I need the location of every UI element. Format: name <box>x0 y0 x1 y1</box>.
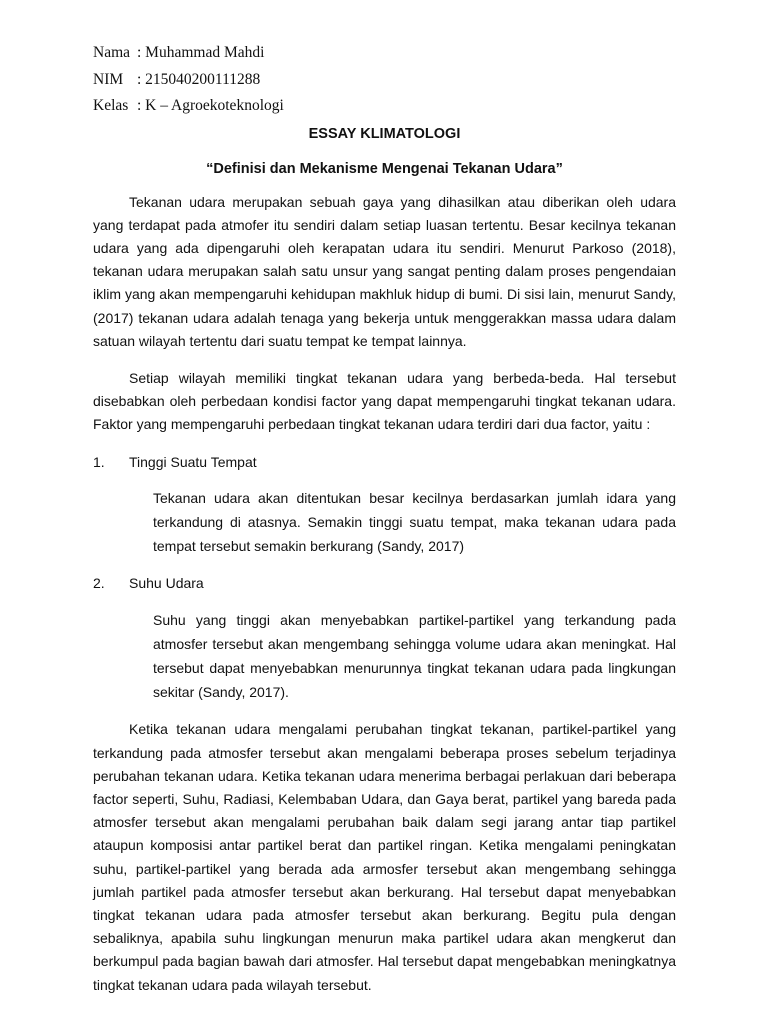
name-row <box>93 40 676 67</box>
list-item-heading-row <box>93 451 676 474</box>
name-label: Nama <box>93 44 131 61</box>
essay-subtitle: “Definisi dan Mekanisme Mengenai Tekanan Udara” <box>206 160 563 177</box>
list-item-number: 1. <box>93 453 105 470</box>
nim-row <box>93 67 676 94</box>
document-page <box>93 40 676 997</box>
paragraph-factors-intro: Setiap wilayah memiliki tingkat tekanan udara yang berbeda-beda. Hal tersebut disebabkan oleh perbedaan kondisi factor yang dapat mempengaruhi tingkat tekanan udara. Faktor yang mempengaruhi perbedaan tingkat tekanan udara terdiri dari dua factor, yaitu : <box>93 369 676 433</box>
list-item <box>93 451 676 559</box>
class-label: Kelas <box>93 97 129 114</box>
essay-body <box>93 191 676 997</box>
list-item-number: 2. <box>93 575 105 592</box>
list-item-text: Tekanan udara akan ditentukan besar kecilnya berdasarkan jumlah idara yang terkandung di atasnya. Semakin tinggi suatu tempat, maka tekanan udara pada tempat tersebut semakin berkurang (Sandy, 2017) <box>153 489 676 555</box>
student-info <box>93 40 676 120</box>
nim-label: NIM <box>93 70 124 88</box>
class-value: : K – Agroekoteknologi <box>137 97 284 114</box>
list-item-heading-row <box>93 572 676 595</box>
paragraph-mechanism: Ketika tekanan udara mengalami perubahan tingkat tekanan, partikel-partikel yang terkandung pada atmosfer tersebut akan mengalami beberapa proses sebelum terjadinya perubahan tekanan udara. Ketika tekanan udara menerima berbagai perlakuan dari beberapa factor seperti, Suhu, Radiasi, Kelembaban Udara, dan Gaya berat, partikel yang bareda pada atmosfer tersebut akan mengalami perubahan baik dalam segi jarang antar tiap partikel ataupun komposisi antar partikel berat dan partikel ringan. Ketika mengalami peningkatan suhu, partikel-partikel yang berada ada armosfer tersebut akan mengembang sehingga jumlah partikel pada atmosfer tersebut akan berkurang. Hal tersebut dapat menyebabkan tingkat tekanan udara pada atmosfer tersebut akan berkurang. Begitu pula dengan sebaliknya, apabila suhu lingkungan menurun maka partikel udara akan mengkerut dan berkumpul pada bagian bawah dari atmosfer. Hal tersebut dapat mengebabkan meningkatnya tingkat tekanan udara pada wilayah tersebut. <box>93 721 676 993</box>
class-row <box>93 93 676 120</box>
list-item-text: Suhu yang tinggi akan menyebabkan partikel-partikel yang terkandung pada atmosfer tersebut akan mengembang sehingga volume udara akan meningkat. Hal tersebut dapat menyebabkan menurunnya tingkat tekanan udara pada lingkungan sekitar (Sandy, 2017). <box>153 611 676 701</box>
list-item-heading: Suhu Udara <box>129 575 204 592</box>
name-value: : Muhammad Mahdi <box>137 44 265 61</box>
list-item <box>93 572 676 704</box>
list-item-heading: Tinggi Suatu Tempat <box>129 453 257 470</box>
essay-title: ESSAY KLIMATOLOGI <box>308 125 461 142</box>
nim-value: : 215040200111288 <box>137 70 261 88</box>
paragraph-intro: Tekanan udara merupakan sebuah gaya yang dihasilkan atau diberikan oleh udara yang terdapat pada atmofer itu sendiri dalam setiap luasan tertentu. Besar kecilnya tekanan udara yang ada dipengaruhi oleh kerapatan udara itu sendiri. Menurut Parkoso (2018), tekanan udara merupakan salah satu unsur yang sangat penting dalam proses pengendaian iklim yang akan mempengaruhi kehidupan makhluk hidup di bumi. Di sisi lain, menurut Sandy,(2017) tekanan udara adalah tenaga yang bekerja untuk menggerakkan massa udara dalam satuan wilayah tertentu dari suatu tempat ke tempat lainnya. <box>93 193 676 349</box>
